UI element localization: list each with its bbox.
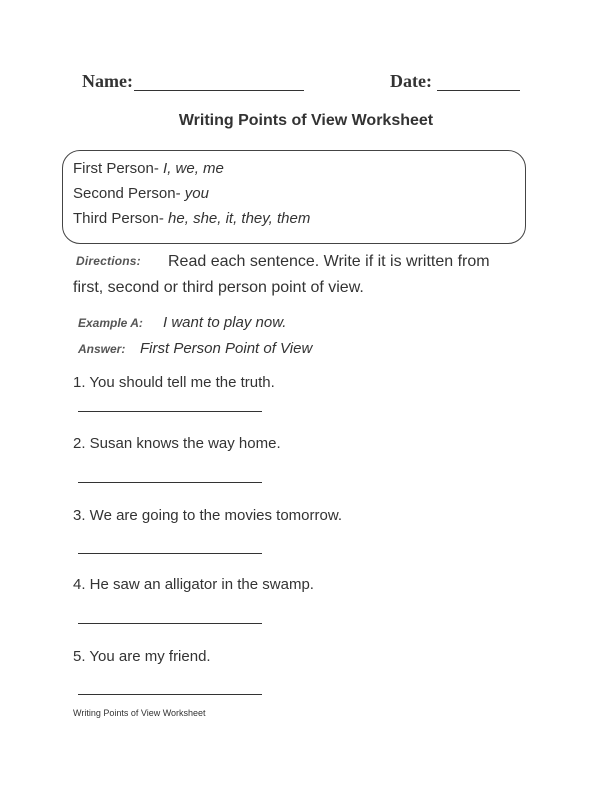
pov-label: Second Person- (73, 185, 181, 202)
pov-label: Third Person- (73, 210, 164, 227)
first-person-line (73, 160, 224, 177)
answer-line-4[interactable] (78, 623, 262, 624)
directions-label: Directions: (76, 254, 141, 268)
name-label: Name: (82, 71, 133, 91)
name-answer-line (134, 90, 304, 91)
question-5: 5. You are my friend. (73, 648, 211, 665)
directions-text-line-2: first, second or third person point of view. (73, 279, 364, 296)
third-person-line (73, 210, 310, 227)
pov-pronouns: he, she, it, they, them (168, 210, 311, 227)
date-label: Date: (390, 71, 432, 91)
question-1: 1. You should tell me the truth. (73, 374, 275, 391)
answer-line-1[interactable] (78, 411, 262, 412)
answer-line-3[interactable] (78, 553, 262, 554)
question-2: 2. Susan knows the way home. (73, 435, 281, 452)
example-label: Example A: (78, 316, 143, 330)
date-answer-line (437, 90, 520, 91)
pov-pronouns: you (184, 185, 209, 202)
page-title: Writing Points of View Worksheet (178, 112, 434, 129)
answer-line-2[interactable] (78, 482, 262, 483)
answer-label: Answer: (78, 342, 126, 356)
answer-line-5[interactable] (78, 694, 262, 695)
second-person-line (73, 185, 209, 202)
example-answer: First Person Point of View (140, 340, 313, 357)
footer-text: Writing Points of View Worksheet (73, 708, 206, 718)
pov-pronouns: I, we, me (163, 160, 224, 177)
question-4: 4. He saw an alligator in the swamp. (73, 576, 314, 593)
question-3: 3. We are going to the movies tomorrow. (73, 507, 343, 524)
directions-text-line-1: Read each sentence. Write if it is written from (168, 253, 490, 270)
example-sentence: I want to play now. (163, 314, 287, 331)
pov-label: First Person- (73, 160, 159, 177)
